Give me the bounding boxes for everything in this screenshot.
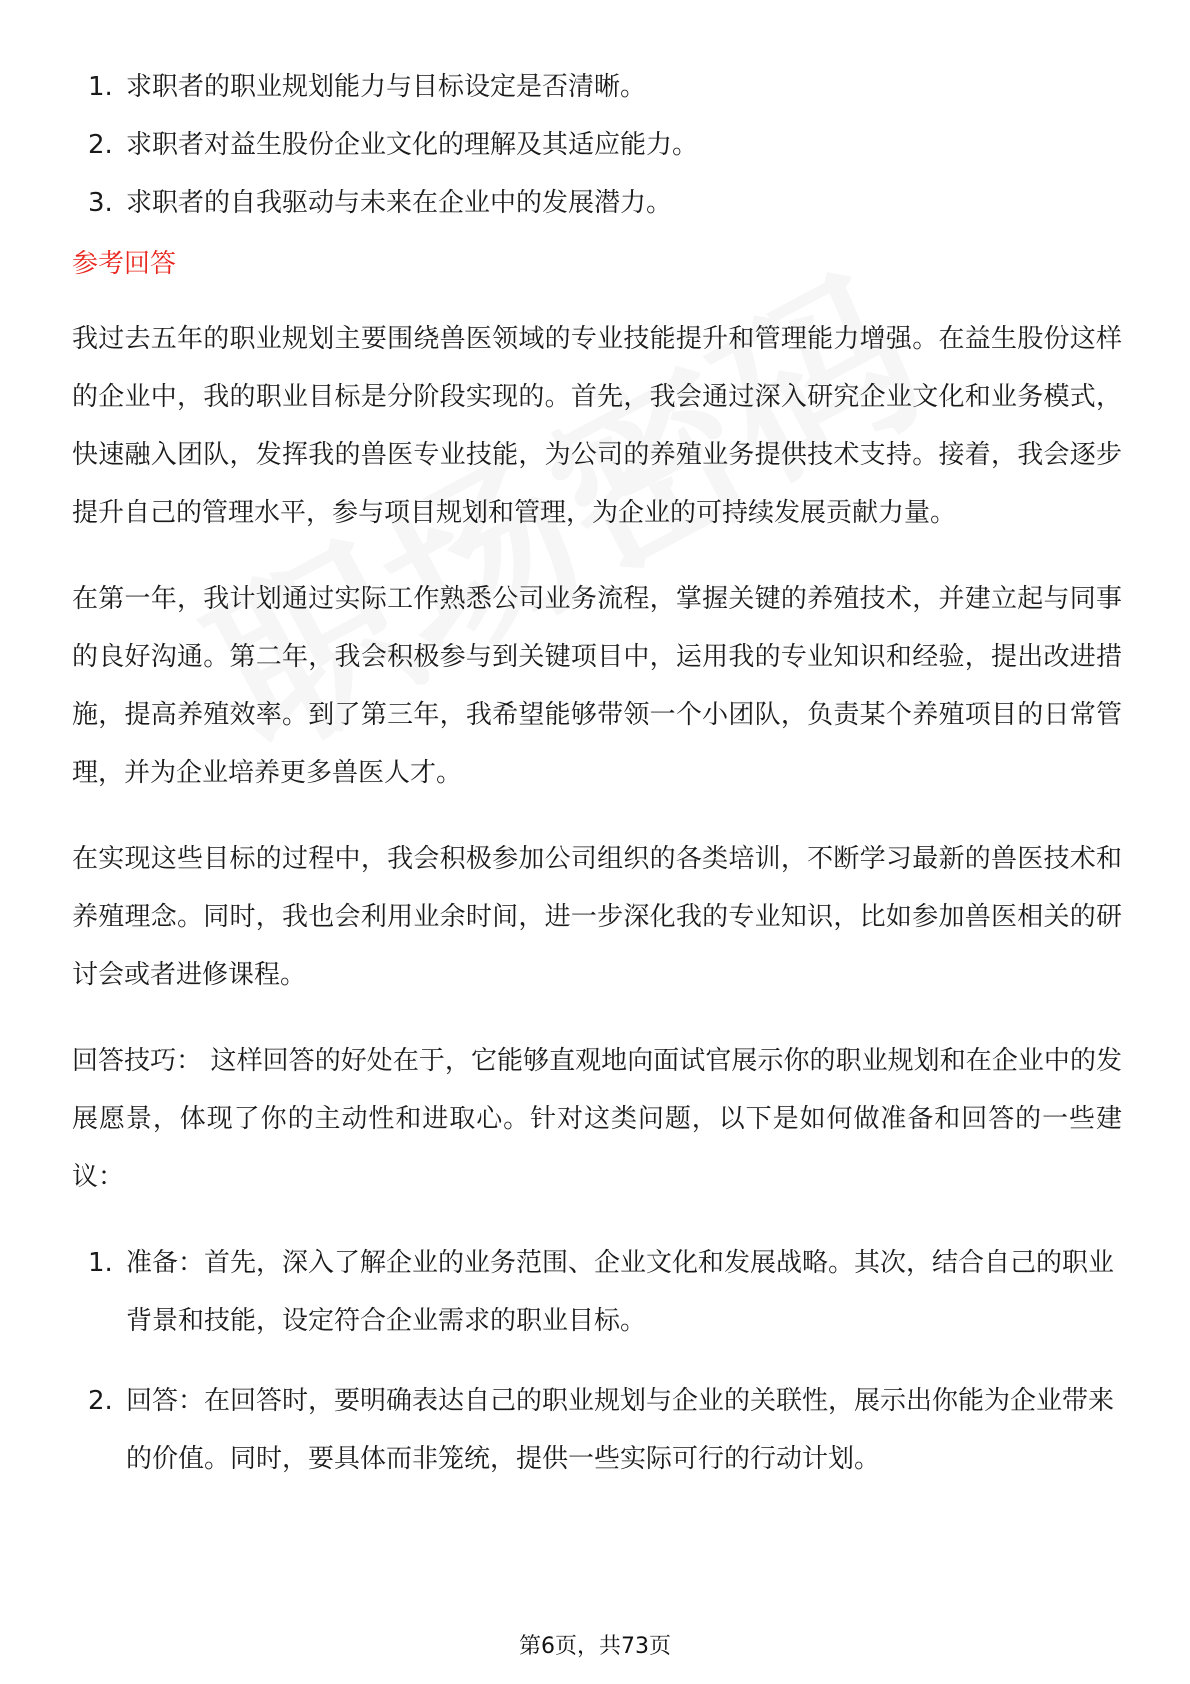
list-number: 2.: [88, 1386, 113, 1416]
answer-paragraph: 在实现这些目标的过程中，我会积极参加公司组织的各类培训，不断学习最新的兽医技术和养殖理念。同时，我也会利用业余时间，进一步深化我的专业知识，比如参加兽医相关的研讨会或者进修课程。: [72, 844, 1122, 990]
page-content: [72, 58, 1122, 1510]
list-number: 1.: [88, 1248, 113, 1278]
list-item: [72, 116, 1122, 174]
list-item: [72, 58, 1122, 116]
answer-paragraph: 我过去五年的职业规划主要围绕兽医领域的专业技能提升和管理能力增强。在益生股份这样的企业中，我的职业目标是分阶段实现的。首先，我会通过深入研究企业文化和业务模式，快速融入团队，发挥我的兽医专业技能，为公司的养殖业务提供技术支持。接着，我会逐步提升自己的管理水平，参与项目规划和管理，为企业的可持续发展贡献力量。: [72, 324, 1122, 528]
list-item-text: 求职者的职业规划能力与目标设定是否清晰。: [126, 72, 647, 102]
list-item-text: 回答：在回答时，要明确表达自己的职业规划与企业的关联性，展示出你能为企业带来的价值。同时，要具体而非笼统，提供一些实际可行的行动计划。: [126, 1386, 1115, 1474]
advice-list: [72, 1234, 1122, 1488]
list-item: [72, 1372, 1122, 1488]
list-item-text: 求职者对益生股份企业文化的理解及其适应能力。: [126, 130, 699, 160]
list-item: [72, 174, 1122, 232]
tips-paragraph: 回答技巧： 这样回答的好处在于，它能够直观地向面试官展示你的职业规划和在企业中的发展愿景，体现了你的主动性和进取心。针对这类问题，以下是如何做准备和回答的一些建议：: [72, 1046, 1122, 1192]
list-number: 3.: [88, 188, 113, 218]
list-item-text: 求职者的自我驱动与未来在企业中的发展潜力。: [126, 188, 673, 218]
list-number: 2.: [88, 130, 113, 160]
list-number: 1.: [88, 72, 113, 102]
section-title: 参考回答: [72, 249, 177, 279]
list-item-text: 准备：首先，深入了解企业的业务范围、企业文化和发展战略。其次，结合自己的职业背景和技能，设定符合企业需求的职业目标。: [126, 1248, 1115, 1336]
page-footer: 第6页，共73页: [519, 1634, 671, 1659]
list-item: [72, 1234, 1122, 1350]
criteria-list: [72, 58, 1122, 232]
answer-paragraph: 在第一年，我计划通过实际工作熟悉公司业务流程，掌握关键的养殖技术，并建立起与同事的良好沟通。第二年，我会积极参与到关键项目中，运用我的专业知识和经验，提出改进措施，提高养殖效率。到了第三年，我希望能够带领一个小团队，负责某个养殖项目的日常管理，并为企业培养更多兽医人才。: [72, 584, 1122, 788]
